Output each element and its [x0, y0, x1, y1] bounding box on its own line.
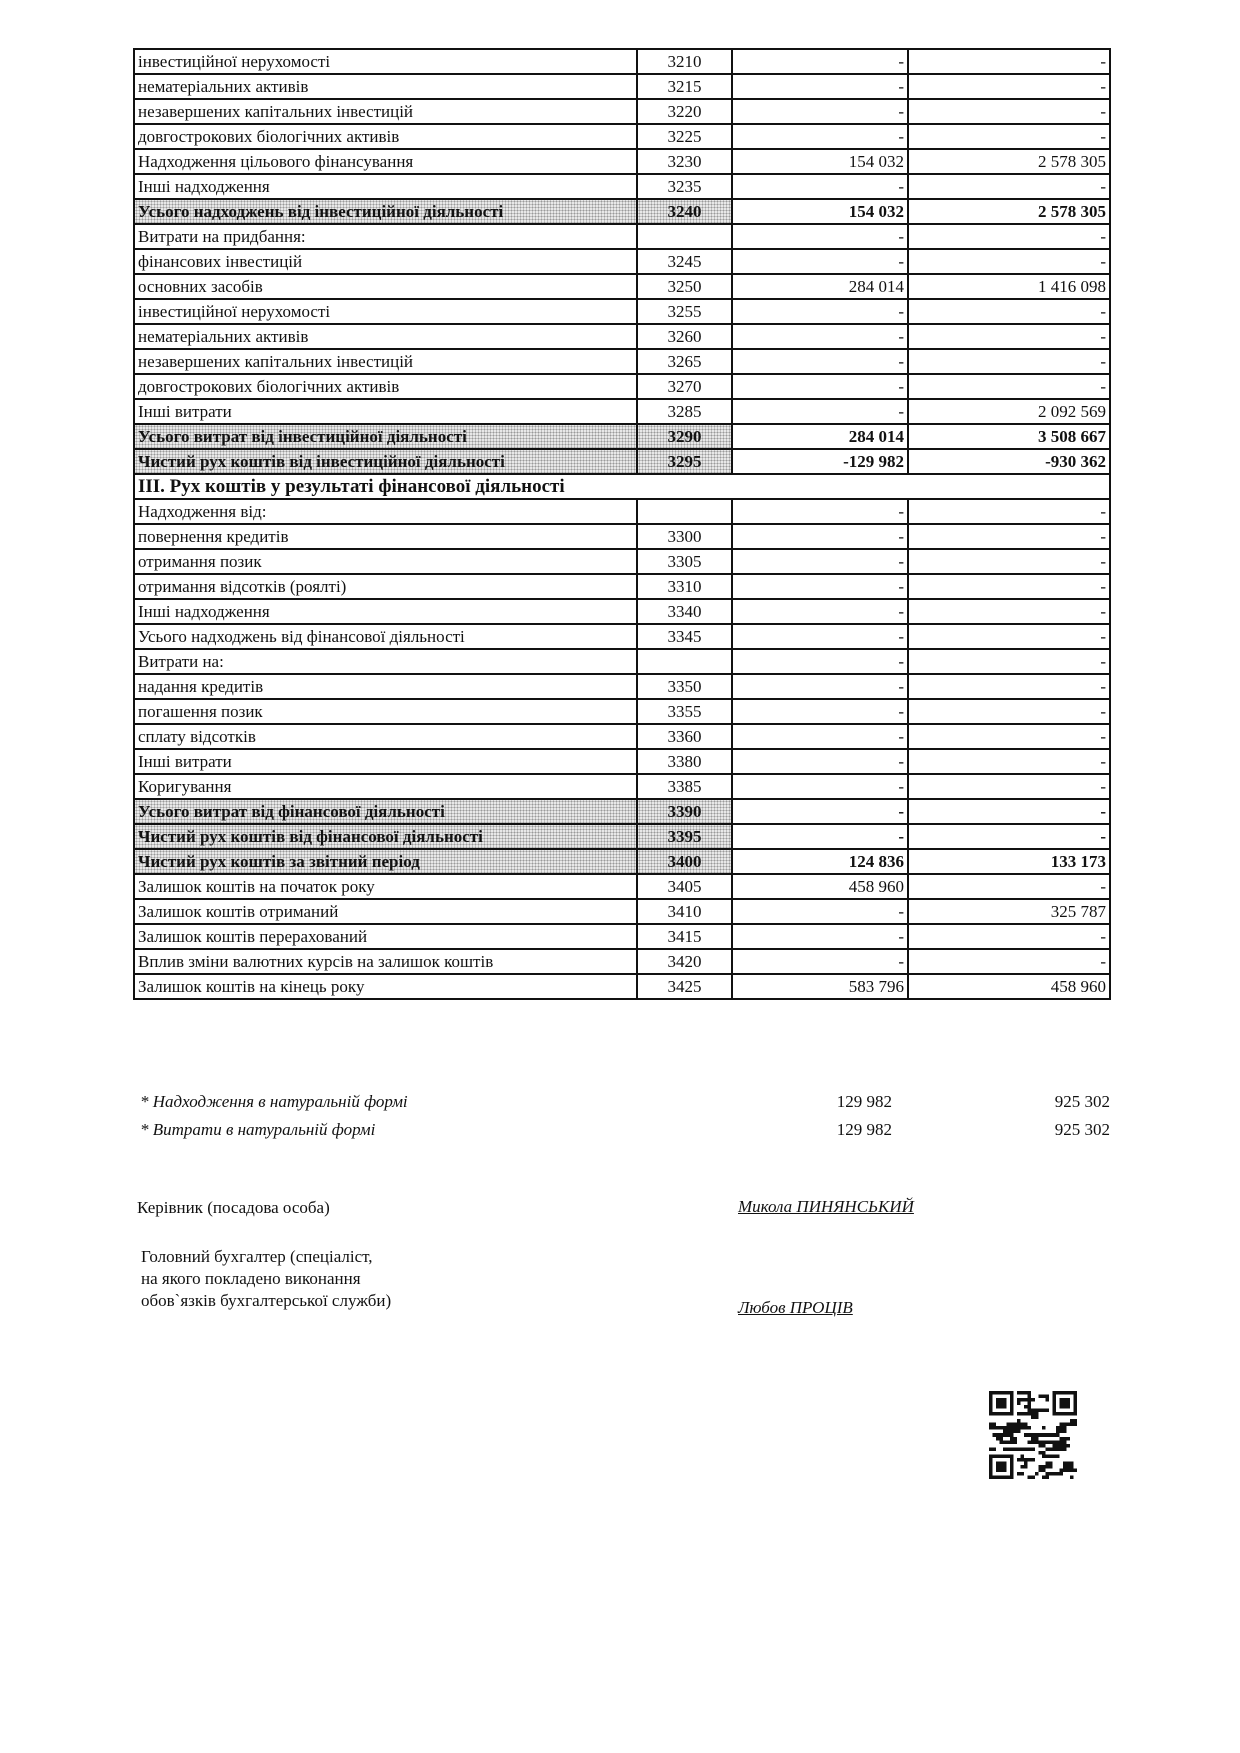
current-period-value: -: [732, 324, 908, 349]
table-row: [134, 49, 1110, 74]
row-label: Залишок коштів перерахований: [134, 924, 637, 949]
table-row: [134, 574, 1110, 599]
current-period-value: -: [732, 374, 908, 399]
previous-period-value: -: [908, 824, 1110, 849]
previous-period-value: 133 173: [908, 849, 1110, 874]
total-row: [134, 824, 1110, 849]
current-period-value: -: [732, 699, 908, 724]
current-period-value: -: [732, 299, 908, 324]
row-label: Витрати на:: [134, 649, 637, 674]
total-row: [134, 799, 1110, 824]
row-code: [637, 224, 732, 249]
previous-period-value: -: [908, 224, 1110, 249]
table-row: [134, 499, 1110, 524]
row-label: отримання відсотків (роялті): [134, 574, 637, 599]
previous-period-value: -: [908, 49, 1110, 74]
previous-period-value: -: [908, 674, 1110, 699]
current-period-value: -: [732, 649, 908, 674]
row-code: 3290: [637, 424, 732, 449]
row-code: 3210: [637, 49, 732, 74]
row-label: Усього надходжень від фінансової діяльності: [134, 624, 637, 649]
row-label: погашення позик: [134, 699, 637, 724]
current-period-value: -: [732, 124, 908, 149]
current-period-value: 154 032: [732, 199, 908, 224]
table-row: [134, 724, 1110, 749]
total-row: [134, 424, 1110, 449]
row-label: отримання позик: [134, 549, 637, 574]
section-title: ІІІ. Рух коштів у результаті фінансової діяльності: [134, 474, 1110, 499]
row-code: 3235: [637, 174, 732, 199]
row-label: Залишок коштів на кінець року: [134, 974, 637, 999]
current-period-value: -: [732, 249, 908, 274]
row-code: 3270: [637, 374, 732, 399]
current-period-value: -: [732, 824, 908, 849]
row-label: фінансових інвестицій: [134, 249, 637, 274]
total-row: [134, 199, 1110, 224]
current-period-value: -: [732, 499, 908, 524]
row-code: 3240: [637, 199, 732, 224]
row-code: 3355: [637, 699, 732, 724]
current-period-value: 284 014: [732, 274, 908, 299]
previous-period-value: -: [908, 374, 1110, 399]
current-period-value: -: [732, 599, 908, 624]
previous-period-value: -: [908, 99, 1110, 124]
current-period-value: 124 836: [732, 849, 908, 874]
previous-period-value: -: [908, 524, 1110, 549]
row-label: Витрати на придбання:: [134, 224, 637, 249]
row-code: 3255: [637, 299, 732, 324]
in-kind-notes: [140, 1092, 1110, 1148]
total-row: [134, 449, 1110, 474]
table-row: [134, 349, 1110, 374]
table-row: [134, 749, 1110, 774]
table-row: [134, 299, 1110, 324]
current-period-value: -: [732, 799, 908, 824]
row-label: незавершених капітальних інвестицій: [134, 349, 637, 374]
table-row: [134, 524, 1110, 549]
previous-period-value: -: [908, 324, 1110, 349]
table-row: [134, 924, 1110, 949]
row-label: основних засобів: [134, 274, 637, 299]
row-label: Чистий рух коштів від фінансової діяльності: [134, 824, 637, 849]
row-code: 3340: [637, 599, 732, 624]
row-code: 3380: [637, 749, 732, 774]
row-label: інвестиційної нерухомості: [134, 49, 637, 74]
table-row: [134, 224, 1110, 249]
current-period-value: -: [732, 749, 908, 774]
current-period-value: 458 960: [732, 874, 908, 899]
row-code: 3400: [637, 849, 732, 874]
row-code: 3350: [637, 674, 732, 699]
row-label: Усього витрат від інвестиційної діяльності: [134, 424, 637, 449]
row-label: Інші надходження: [134, 174, 637, 199]
table-row: [134, 874, 1110, 899]
row-code: 3360: [637, 724, 732, 749]
previous-period-value: -: [908, 174, 1110, 199]
table-row: [134, 174, 1110, 199]
current-period-value: -: [732, 774, 908, 799]
row-code: 3385: [637, 774, 732, 799]
previous-period-value: -: [908, 774, 1110, 799]
current-period-value: -: [732, 524, 908, 549]
row-label: незавершених капітальних інвестицій: [134, 99, 637, 124]
row-code: 3265: [637, 349, 732, 374]
current-period-value: -: [732, 549, 908, 574]
current-period-value: -: [732, 924, 908, 949]
previous-period-value: -: [908, 924, 1110, 949]
row-label: Залишок коштів на початок року: [134, 874, 637, 899]
previous-period-value: -: [908, 799, 1110, 824]
previous-period-value: -: [908, 949, 1110, 974]
table-row: [134, 374, 1110, 399]
current-period-value: -: [732, 49, 908, 74]
row-label: повернення кредитів: [134, 524, 637, 549]
table-row: [134, 249, 1110, 274]
previous-period-value: 1 416 098: [908, 274, 1110, 299]
director-name: Микола ПИНЯНСЬКИЙ: [738, 1197, 914, 1216]
note-current-value: 129 982: [836, 1120, 892, 1139]
previous-period-value: -: [908, 349, 1110, 374]
row-label: Інші надходження: [134, 599, 637, 624]
row-code: 3215: [637, 74, 732, 99]
row-label: інвестиційної нерухомості: [134, 299, 637, 324]
row-label: Вплив зміни валютних курсів на залишок коштів: [134, 949, 637, 974]
current-period-value: 583 796: [732, 974, 908, 999]
table-row: [134, 274, 1110, 299]
row-code: 3415: [637, 924, 732, 949]
previous-period-value: -: [908, 249, 1110, 274]
current-period-value: -: [732, 349, 908, 374]
previous-period-value: 2 578 305: [908, 199, 1110, 224]
current-period-value: -: [732, 99, 908, 124]
previous-period-value: -: [908, 624, 1110, 649]
row-label: нематеріальних активів: [134, 74, 637, 99]
table-row: [134, 974, 1110, 999]
row-code: [637, 649, 732, 674]
current-period-value: -: [732, 174, 908, 199]
row-code: 3345: [637, 624, 732, 649]
previous-period-value: -: [908, 699, 1110, 724]
row-code: 3395: [637, 824, 732, 849]
total-row: [134, 849, 1110, 874]
current-period-value: -: [732, 899, 908, 924]
row-label: нематеріальних активів: [134, 324, 637, 349]
row-code: 3310: [637, 574, 732, 599]
previous-period-value: -: [908, 599, 1110, 624]
accountant-name: Любов ПРОЦІВ: [738, 1298, 853, 1317]
table-row: [134, 124, 1110, 149]
row-code: 3300: [637, 524, 732, 549]
previous-period-value: 325 787: [908, 899, 1110, 924]
current-period-value: -: [732, 724, 908, 749]
current-period-value: -: [732, 399, 908, 424]
previous-period-value: -: [908, 299, 1110, 324]
previous-period-value: -930 362: [908, 449, 1110, 474]
table-row: [134, 149, 1110, 174]
row-code: 3220: [637, 99, 732, 124]
previous-period-value: -: [908, 749, 1110, 774]
previous-period-value: -: [908, 499, 1110, 524]
table-row: [134, 949, 1110, 974]
table-row: [134, 674, 1110, 699]
current-period-value: -: [732, 574, 908, 599]
table-row: [134, 899, 1110, 924]
previous-period-value: -: [908, 574, 1110, 599]
row-label: довгострокових біологічних активів: [134, 374, 637, 399]
previous-period-value: -: [908, 74, 1110, 99]
row-code: 3295: [637, 449, 732, 474]
current-period-value: 154 032: [732, 149, 908, 174]
note-label: * Надходження в натуральній формі: [140, 1092, 408, 1111]
table-row: [134, 399, 1110, 424]
note-row-receipts: [140, 1092, 1110, 1120]
table-row: [134, 624, 1110, 649]
row-label: Інші витрати: [134, 749, 637, 774]
note-previous-value: 925 302: [1054, 1092, 1110, 1111]
previous-period-value: -: [908, 124, 1110, 149]
row-label: Інші витрати: [134, 399, 637, 424]
row-code: 3285: [637, 399, 732, 424]
previous-period-value: 3 508 667: [908, 424, 1110, 449]
current-period-value: -: [732, 949, 908, 974]
row-code: 3305: [637, 549, 732, 574]
current-period-value: -129 982: [732, 449, 908, 474]
row-label: Усього витрат від фінансової діяльності: [134, 799, 637, 824]
cash-flow-table-body: [134, 49, 1110, 999]
director-title: Керівник (посадова особа): [137, 1198, 330, 1217]
row-code: 3230: [637, 149, 732, 174]
table-row: [134, 599, 1110, 624]
row-label: Залишок коштів отриманий: [134, 899, 637, 924]
row-code: 3420: [637, 949, 732, 974]
previous-period-value: -: [908, 724, 1110, 749]
row-label: довгострокових біологічних активів: [134, 124, 637, 149]
previous-period-value: 2 092 569: [908, 399, 1110, 424]
table-row: [134, 649, 1110, 674]
note-previous-value: 925 302: [1054, 1120, 1110, 1139]
row-code: 3245: [637, 249, 732, 274]
current-period-value: -: [732, 624, 908, 649]
note-label: * Витрати в натуральній формі: [140, 1120, 376, 1139]
row-label: Коригування: [134, 774, 637, 799]
cash-flow-table: [133, 48, 1111, 1000]
current-period-value: -: [732, 74, 908, 99]
row-code: 3260: [637, 324, 732, 349]
accountant-title: [141, 1246, 391, 1312]
table-row: [134, 324, 1110, 349]
row-label: сплату відсотків: [134, 724, 637, 749]
row-code: 3425: [637, 974, 732, 999]
row-label: Усього надходжень від інвестиційної діяльності: [134, 199, 637, 224]
accountant-title-line: на якого покладено виконання: [141, 1269, 361, 1288]
previous-period-value: -: [908, 874, 1110, 899]
row-code: 3405: [637, 874, 732, 899]
row-code: 3410: [637, 899, 732, 924]
table-row: [134, 549, 1110, 574]
table-row: [134, 74, 1110, 99]
previous-period-value: 458 960: [908, 974, 1110, 999]
current-period-value: 284 014: [732, 424, 908, 449]
previous-period-value: 2 578 305: [908, 149, 1110, 174]
note-row-expenses: [140, 1120, 1110, 1148]
row-label: Чистий рух коштів від інвестиційної діяльності: [134, 449, 637, 474]
row-label: Надходження від:: [134, 499, 637, 524]
section-header-row: [134, 474, 1110, 499]
row-label: Чистий рух коштів за звітний період: [134, 849, 637, 874]
row-code: [637, 499, 732, 524]
row-label: Надходження цільового фінансування: [134, 149, 637, 174]
row-code: 3225: [637, 124, 732, 149]
row-label: надання кредитів: [134, 674, 637, 699]
current-period-value: -: [732, 674, 908, 699]
accountant-title-line: Головний бухгалтер (спеціаліст,: [141, 1247, 373, 1266]
table-row: [134, 699, 1110, 724]
table-row: [134, 99, 1110, 124]
accountant-title-line: обов`язків бухгалтерської служби): [141, 1291, 392, 1310]
row-code: 3390: [637, 799, 732, 824]
qr-code-icon: [989, 1385, 1077, 1485]
previous-period-value: -: [908, 549, 1110, 574]
table-row: [134, 774, 1110, 799]
current-period-value: -: [732, 224, 908, 249]
note-current-value: 129 982: [836, 1092, 892, 1111]
previous-period-value: -: [908, 649, 1110, 674]
row-code: 3250: [637, 274, 732, 299]
